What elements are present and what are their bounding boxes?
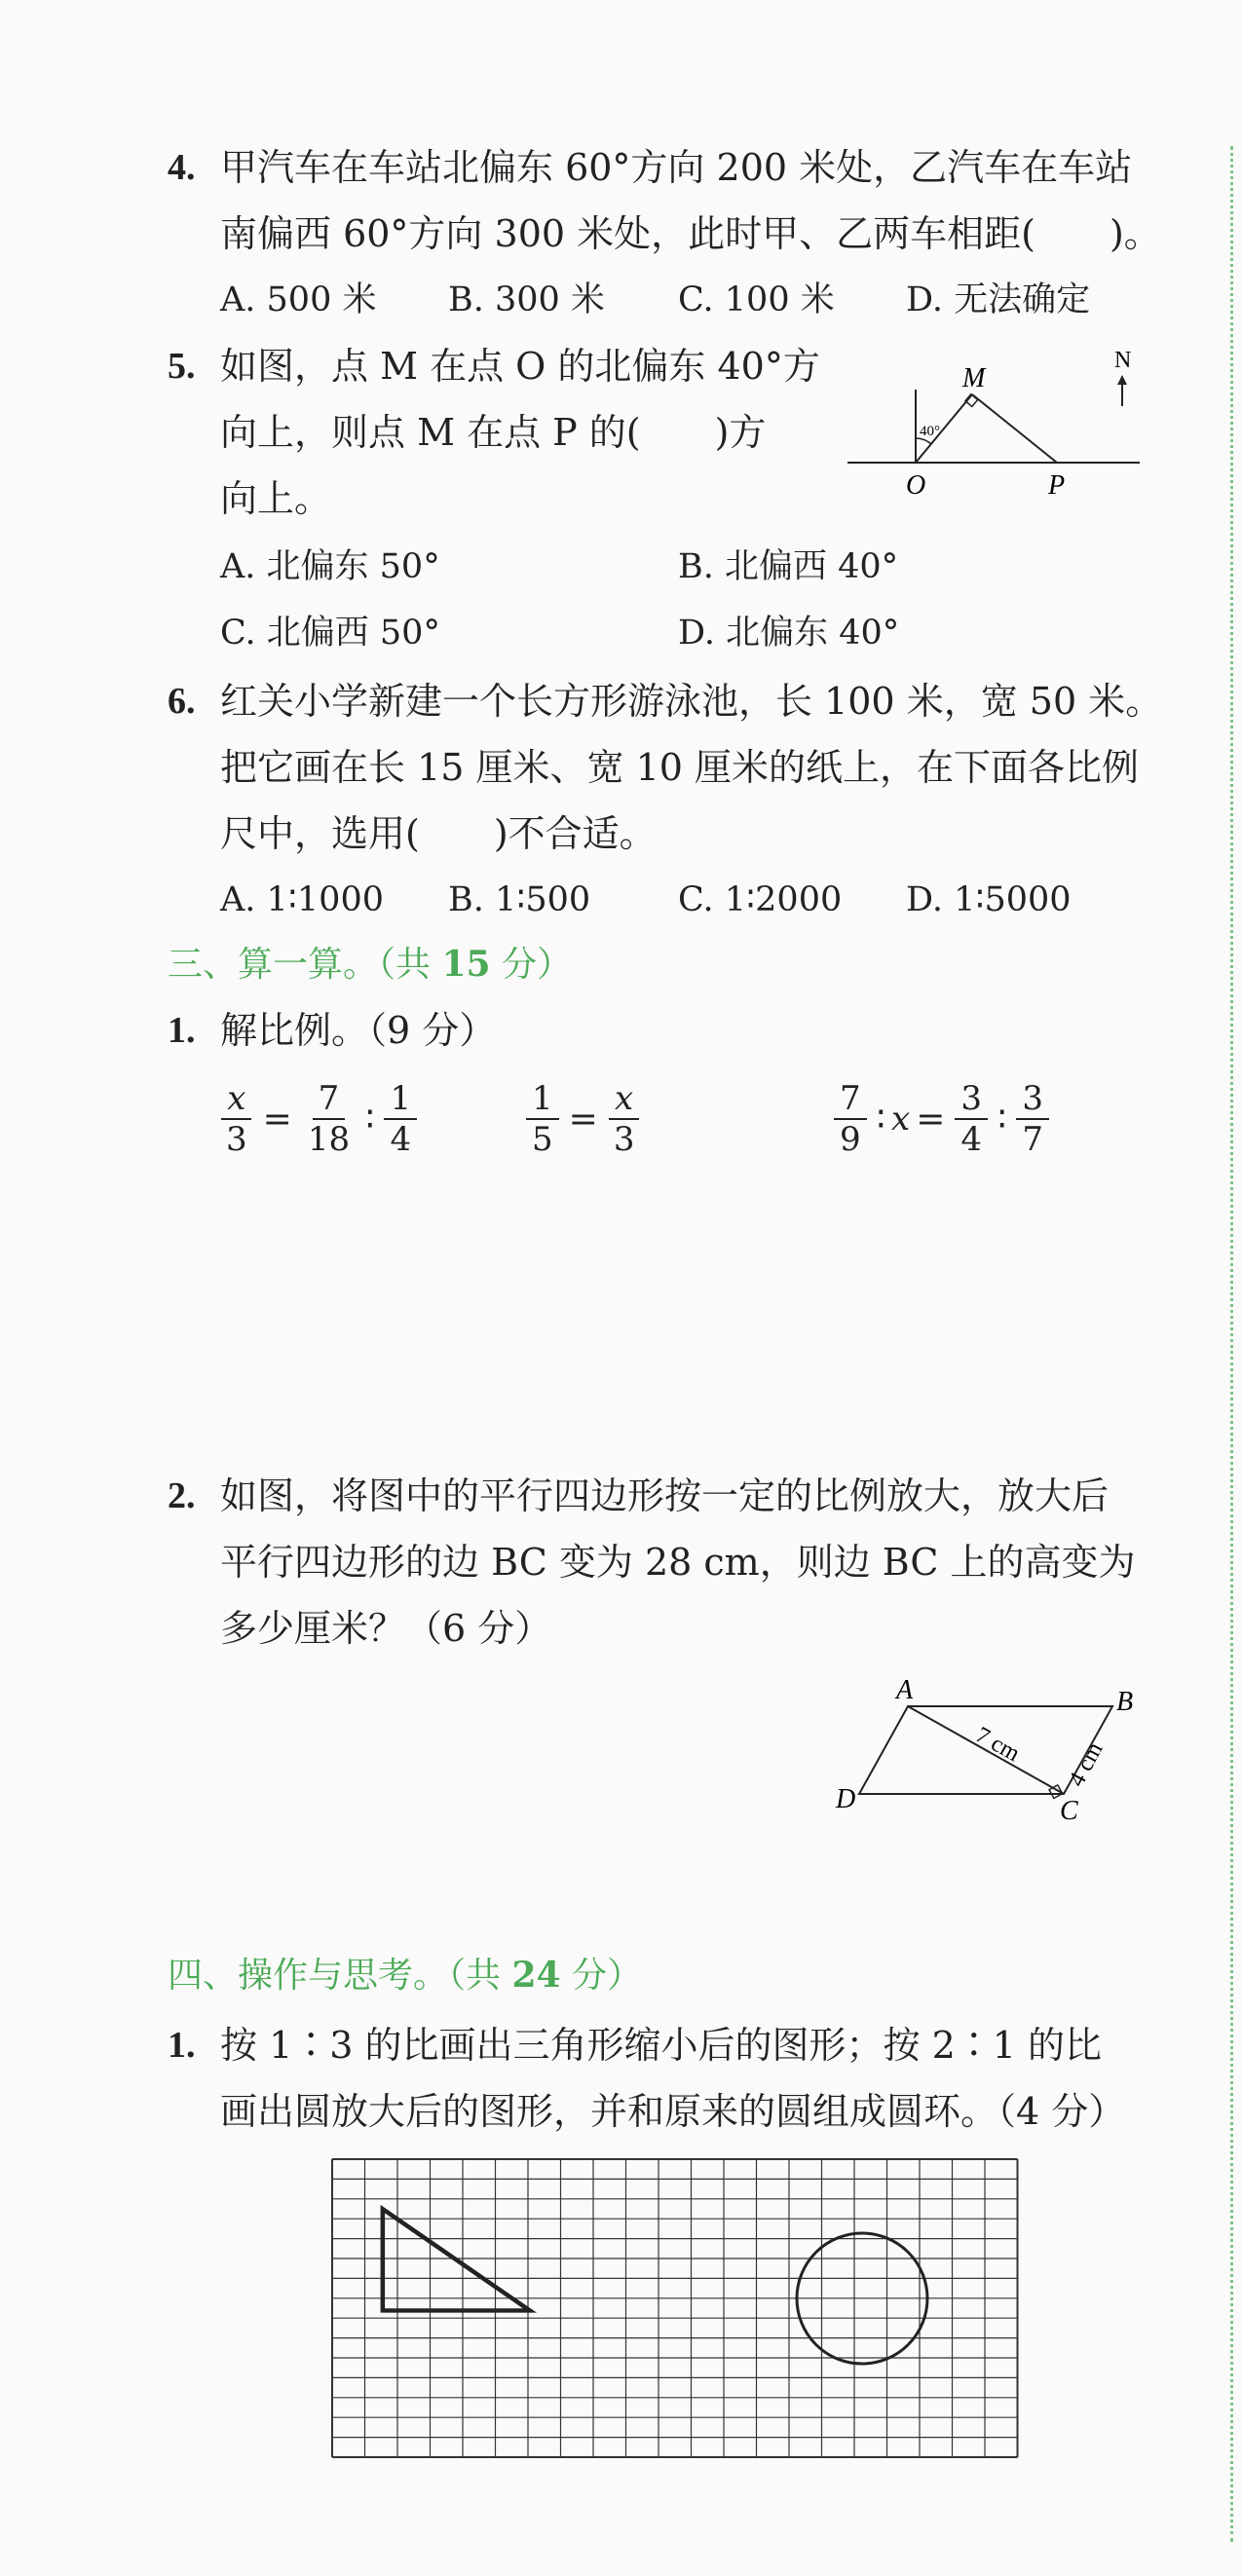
equation-2: $\frac{1}{5}$ = $\frac{x}{3}$ [522,1079,644,1159]
original-triangle [383,2209,530,2310]
q5-number: 5. [168,346,196,387]
eq3-b-num: 3 [955,1079,988,1120]
q6-option-b: B. 1∶500 [448,880,591,919]
equation-3: $\frac{7}{9}$ ∶ x = $\frac{3}{4}$ ∶ $\frac{3}{7}$ [830,1079,1053,1159]
s3q2-line3: 多少厘米？（6 分） [220,1607,552,1650]
q5-line-mp [972,394,1057,463]
diagonal-length-label: 7 cm [971,1722,1025,1768]
s3q2-number: 2. [168,1475,196,1516]
q4-line1: 甲汽车在车站北偏东 60°方向 200 米处，乙汽车在车站 [220,146,1133,189]
q4-option-b: B. 300 米 [448,280,605,319]
eq2-fraction-b [608,1079,641,1159]
s3q2-line2: 平行四边形的边 BC 变为 28 cm，则边 BC 上的高变为 [220,1541,1136,1584]
eq1-fraction-b [302,1079,356,1159]
eq1-c-num: 1 [384,1079,417,1120]
section-4-prefix: 四、操作与思考。（共 [168,1956,512,1996]
q5-line1: 如图，点 M 在点 O 的北偏东 40°方 [220,345,820,388]
eq2-fraction-a [526,1079,559,1159]
s4q1-line2: 画出圆放大后的图形，并和原来的圆组成圆环。（4 分） [220,2090,1126,2133]
q4-line2: 南偏西 60°方向 300 米处，此时甲、乙两车相距( )。 [220,212,1161,255]
drawing-grid[interactable] [331,2158,1029,2460]
eq3-a-den: 9 [840,1120,861,1159]
s3q1-text: 解比例。（9 分） [220,1009,497,1052]
q4-number: 4. [168,147,196,188]
section-4-heading [168,1952,642,1999]
q5-label-p: P [1048,470,1066,501]
q5-label-m: M [962,363,986,393]
q5-angle-label: 40° [920,424,940,439]
q6-option-c: C. 1∶2000 [678,880,843,919]
q5-option-a: A. 北偏东 50° [220,547,440,586]
eq1-a-den: 3 [226,1120,247,1159]
label-c: C [1060,1796,1078,1821]
q6-line2: 把它画在长 15 厘米、宽 10 厘米的纸上，在下面各比例 [220,746,1140,789]
eq2-a-den: 5 [532,1120,553,1159]
eq1-b-num: 7 [313,1079,346,1120]
q5-north-arrow-head [1117,375,1127,385]
eq3-fraction-a [834,1079,867,1159]
q5-option-b: B. 北偏西 40° [678,547,899,586]
eq2-b-num: x [609,1079,639,1120]
grid-lines [332,2159,1018,2457]
q5-option-c: C. 北偏西 50° [220,614,440,653]
eq3-a-num: 7 [834,1079,867,1120]
q6-number: 6. [168,681,196,722]
q6-line3: 尺中，选用( )不合适。 [220,812,657,855]
q5-line3: 向上。 [220,477,332,520]
eq3-fraction-b [955,1079,988,1159]
q5-line2: 向上，则点 M 在点 P 的( )方 [220,411,767,454]
eq1-b-den: 18 [307,1120,351,1159]
q6-line1: 红关小学新建一个长方形游泳池，长 100 米，宽 50 米。 [220,680,1163,723]
q6-option-d: D. 1∶5000 [906,880,1072,919]
label-a: A [896,1675,914,1705]
label-b: B [1116,1687,1134,1717]
q6-option-a: A. 1∶1000 [220,880,384,919]
s4q1-number: 1. [168,2025,196,2066]
s3q2-line1: 如图，将图中的平行四边形按一定的比例放大，放大后 [220,1475,1110,1517]
parallelogram-figure [818,1665,1149,1821]
section-3-points: 15 [441,944,491,985]
eq3-c-num: 3 [1016,1079,1049,1120]
eq2-a-num: 1 [526,1079,559,1120]
eq1-a-num: x [221,1079,251,1120]
eq1-fraction-a [220,1079,253,1159]
section-4-points: 24 [511,1955,561,1996]
eq3-x: x [891,1100,911,1139]
label-d: D [836,1784,856,1814]
eq1-fraction-c [384,1079,417,1159]
s3q1-number: 1. [168,1010,196,1051]
q4-option-c: C. 100 米 [678,280,835,319]
eq3-b-den: 4 [960,1120,983,1159]
dotted-margin-line [1230,146,1233,2542]
section-3-suffix: 分） [490,945,573,985]
section-3-prefix: 三、算一算。（共 [168,945,442,985]
q5-label-o: O [906,470,926,501]
q5-direction-figure [838,336,1149,506]
s4q1-line1: 按 1∶3 的比画出三角形缩小后的图形；按 2∶1 的比 [220,2024,1103,2067]
side-length-label: 4 cm [1064,1737,1109,1791]
eq1-c-den: 4 [390,1120,412,1159]
section-4-suffix: 分） [560,1956,643,1996]
eq2-b-den: 3 [613,1120,635,1159]
q5-label-n: N [1114,348,1132,373]
equation-1: $\frac{x}{3}$ = $\frac{7}{18}$ ∶ $\frac{1}{4}$ [216,1079,421,1159]
eq3-c-den: 7 [1022,1120,1044,1159]
section-3-heading [168,941,572,989]
q4-option-a: A. 500 米 [220,280,377,319]
eq3-fraction-c [1016,1079,1049,1159]
q5-option-d: D. 北偏东 40° [678,614,900,653]
q4-option-d: D. 无法确定 [906,280,1091,319]
